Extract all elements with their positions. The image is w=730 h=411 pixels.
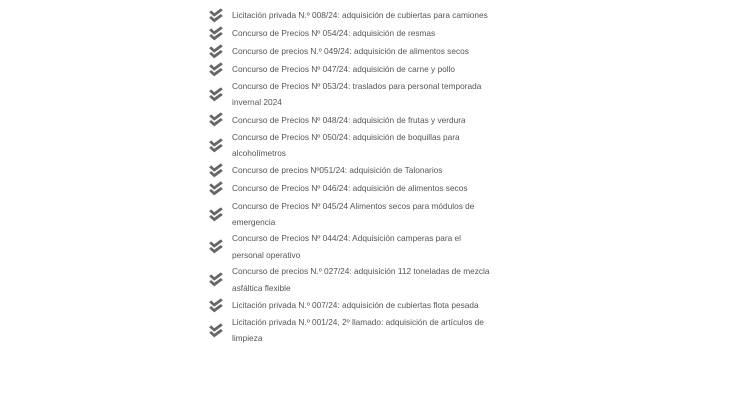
list-item [204,24,504,42]
tender-link[interactable]: Concurso de Precios Nº 048/24: adquisición de frutas y verdura [232,114,466,125]
list-item [204,60,504,78]
double-check-icon [206,136,226,154]
tender-link[interactable]: Concurso de Precios Nº 045/24 Alimentos secos para módulos de emergencia [232,200,475,228]
double-check-icon [206,24,226,42]
tender-link[interactable]: Concurso de precios Nº051/24: adquisición de Talonarios [232,165,443,176]
tender-link[interactable]: Licitación privada N.º 008/24: adquisición de cubiertas para camiones [232,9,488,20]
tender-link[interactable]: Licitación privada N.º 001/24, 2º llamado: adquisición de artículos de limpieza [232,317,484,344]
double-check-icon [206,238,226,256]
double-check-icon [206,6,226,24]
list-item [204,78,504,111]
double-check-icon [206,162,226,180]
double-check-icon [206,321,226,339]
list-item [204,263,504,296]
double-check-icon [206,60,226,78]
list-item [204,42,504,60]
double-check-icon [206,271,226,289]
tender-link[interactable]: Concurso de Precios Nº 053/24: traslados para personal temporada invernal 2024 [232,81,482,108]
tender-link[interactable]: Concurso de Precios Nº 054/24: adquisición de resmas [232,27,436,38]
list-item [204,198,504,231]
double-check-icon [206,111,226,129]
double-check-icon [206,205,226,223]
tender-list [204,6,504,347]
list-item [204,111,504,129]
list-item [204,180,504,198]
list-item [204,314,504,347]
double-check-icon [206,180,226,198]
tender-link[interactable]: Concurso de Precios Nº 047/24: adquisición de carne y pollo [232,63,456,74]
tender-link[interactable]: Concurso de precios N.º 027/24: adquisición 112 toneladas de mezcla asfáltica flexible [232,266,490,293]
list-item [204,162,504,180]
list-item [204,296,504,314]
list-item [204,6,504,24]
tender-link[interactable]: Concurso de precios N.º 049/24: adquisición de alimentos secos [232,45,469,56]
tender-link[interactable]: Concurso de Precios Nº 050/24: adquisición de boquillas para alcoholímetros [232,131,460,159]
tender-link[interactable]: Concurso de Precios Nº 046/24: adquisición de alimentos secos [232,183,468,194]
double-check-icon [206,85,226,103]
tender-link[interactable]: Licitación privada N.º 007/24: adquisición de cubiertas flota pesada [232,299,479,310]
double-check-icon [206,42,226,60]
list-item [204,129,504,162]
list-item [204,230,504,263]
tender-link[interactable]: Concurso de Precios Nº 044/24: Adquisición camperas para el personal operativo [232,233,462,260]
double-check-icon [206,296,226,314]
